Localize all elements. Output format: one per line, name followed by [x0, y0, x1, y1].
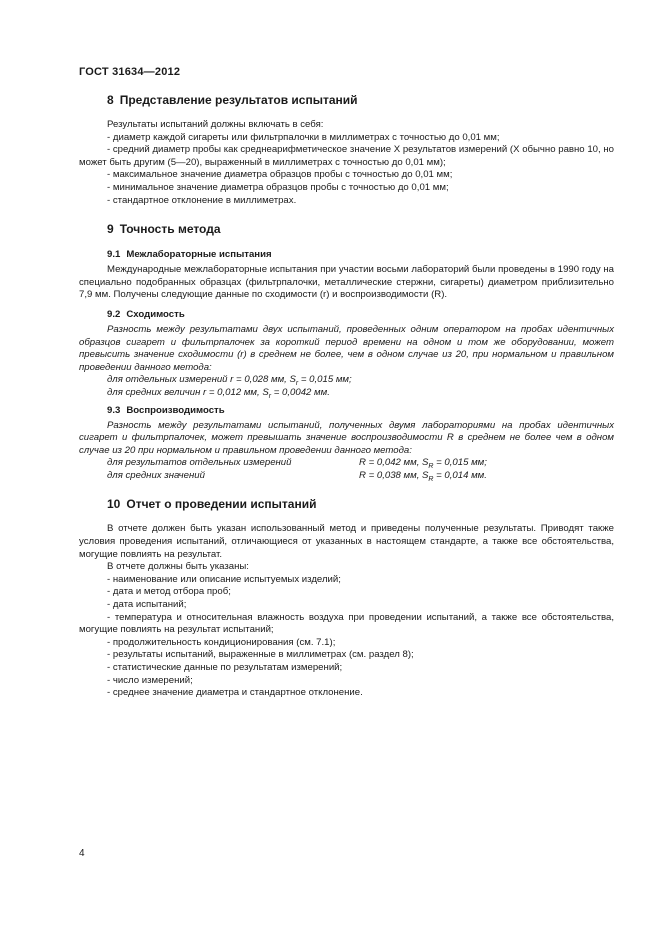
section-title: Отчет о проведении испытаний: [126, 497, 317, 512]
subsection-number: 9.2: [107, 308, 121, 320]
value-text: = 0,015 мм;: [433, 457, 487, 469]
list-item: - дата испытаний;: [107, 599, 187, 611]
row-label: для средних значений: [107, 469, 205, 481]
document-header: ГОСТ 31634—2012: [79, 66, 181, 78]
repeatability-mean: [79, 387, 614, 400]
section-number: 10: [107, 497, 121, 512]
subsection-9-3-heading: [79, 404, 614, 417]
subsection-9-3-text: Разность между результатами испытаний, полученных двумя лабораториями на пробах идентичных сигарет и фильтрпалочек, может превышать значение воспроизводимости R в среднем не более чем в одном случае из 20 при нормальном и правильном проведении данного метода:: [79, 419, 614, 456]
subscript: r: [268, 392, 272, 400]
section-number: 9: [107, 222, 114, 237]
section-8-heading: [79, 92, 614, 108]
list-item: - среднее значение диаметра и стандартное отклонение.: [107, 687, 363, 699]
list-item: - наименование или описание испытуемых изделий;: [107, 573, 341, 585]
reproducibility-mean: [79, 470, 614, 483]
list-item: - результаты испытаний, выраженные в миллиметрах (см. раздел 8);: [107, 649, 414, 661]
row-value: [359, 470, 614, 483]
value-text: R = 0,038 мм, S: [359, 469, 429, 481]
list-item: - дата и метод отбора проб;: [107, 586, 231, 598]
reproducibility-individual: [79, 457, 614, 470]
subscript: R: [428, 475, 434, 483]
section-title: Представление результатов испытаний: [119, 93, 358, 107]
section-8-intro: Результаты испытаний должны включать в себя:: [107, 119, 324, 130]
section-number: 8: [107, 93, 114, 107]
value-text: = 0,014 мм.: [433, 469, 487, 481]
repeatability-individual: [79, 374, 614, 387]
list-item: - диаметр каждой сигареты или фильтрпалочки в миллиметрах с точностью до 0,01 мм;: [107, 131, 500, 143]
subsection-number: 9.1: [107, 249, 121, 261]
page-number: 4: [79, 848, 85, 859]
list-item: - минимальное значение диаметра образцов пробы с точностью до 0,01 мм;: [107, 181, 449, 193]
list-item: - температура и относительная влажность воздуха при проведении испытаний, а также все обстоятельства, могущие повлиять на результат испытаний;: [79, 611, 614, 636]
section-10-paragraph: В отчете должны быть указаны:: [107, 561, 249, 573]
value-text: = 0,015 мм;: [298, 374, 352, 386]
list-item: - средний диаметр пробы как среднеарифметическое значение X результатов измерений (X обычно равно 10, но может быть другим (5—20), выраженный в миллиметрах с точностью до 0,01 мм);: [79, 144, 614, 168]
list-item: - статистические данные по результатам измерений;: [107, 662, 343, 673]
subscript: R: [428, 463, 434, 471]
page-content: [79, 92, 614, 700]
value-text: R = 0,042 мм, S: [359, 457, 429, 469]
subsection-9-1-text: Международные межлабораторные испытания при участии восьми лабораторий были проведены в 1990 году на специально подобранных образцах (фильтрпалочки, металлические стержни, сигареты) диаметром приблизительно 7,9 мм. Получены следующие данные по сходимости (r) и воспроизводимости (R).: [79, 264, 614, 301]
list-item: - число измерений;: [107, 674, 193, 686]
list-item: - продолжительность кондиционирования (см. 7.1);: [107, 636, 336, 648]
subsection-title: Сходимость: [126, 308, 185, 320]
subsection-number: 9.3: [107, 404, 121, 416]
value-text: для отдельных измерений r = 0,028 мм, S: [107, 374, 296, 386]
subsection-9-2-text: Разность между результатами двух испытаний, проведенных одним оператором на пробах идентичных образцов сигарет и фильтрпалочек за короткий период времени на одном и том же оборудовании, может превысить значение сходимости (r) в среднем не более, чем в одном случае из 20, при нормальном и правильном проведении данного метода:: [79, 323, 614, 373]
list-item: - максимальное значение диаметра образцов пробы с точностью до 0,01 мм;: [107, 169, 453, 181]
value-text: для средних величин r = 0,012 мм, S: [107, 386, 269, 398]
subsection-title: Межлабораторные испытания: [126, 249, 272, 261]
list-item: - стандартное отклонение в миллиметрах.: [107, 194, 297, 206]
section-title: Точность метода: [119, 222, 221, 237]
subsection-title: Воспроизводимость: [126, 404, 225, 416]
row-value: [359, 457, 614, 470]
subsection-9-2-heading: [79, 308, 614, 321]
section-10-heading: [79, 496, 614, 512]
section-10-paragraph: В отчете должен быть указан использованный метод и приведены полученные результаты. Приводят также условия проведения испытаний, отличающиеся от указанных в настоящем стандарте, а также все обстоятельства, могущие повлиять на результат.: [79, 523, 614, 560]
value-text: = 0,0042 мм.: [271, 386, 330, 398]
row-label: для результатов отдельных измерений: [107, 457, 292, 469]
subscript: r: [295, 380, 299, 388]
subsection-9-1-heading: [79, 248, 614, 261]
section-9-heading: [79, 221, 614, 237]
